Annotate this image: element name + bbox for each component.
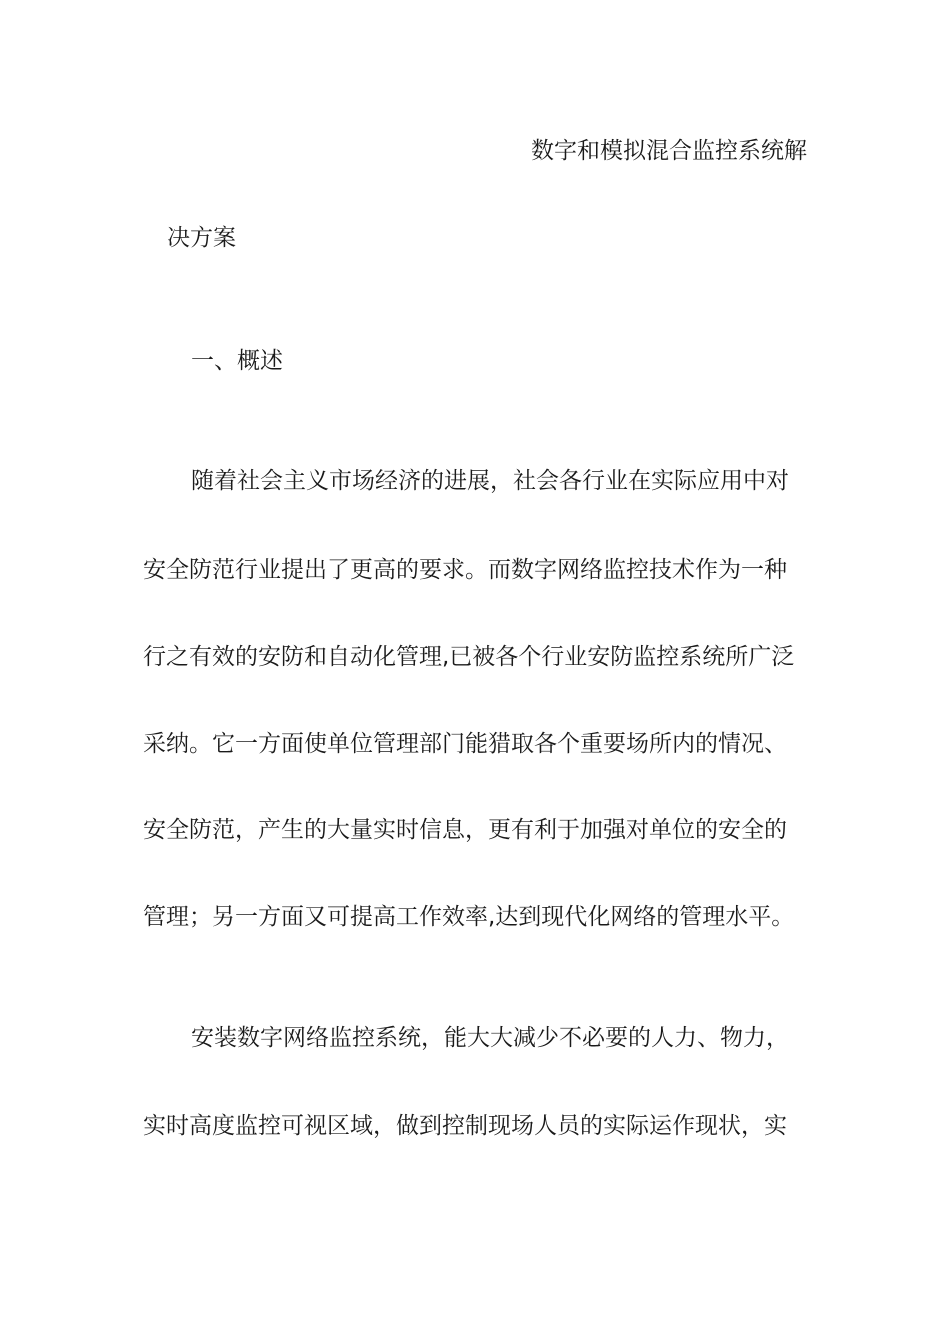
paragraph-1-line-1: 随着社会主义市场经济的进展，社会各行业在实际应用中对 [191, 468, 789, 494]
paragraph-1-line-3: 行之有效的安防和自动化管理,已被各个行业安防监控系统所广泛 [143, 644, 795, 670]
paragraph-1-line-5: 安全防范，产生的大量实时信息，更有利于加强对单位的安全的 [143, 817, 787, 843]
paragraph-1-line-4: 采纳。它一方面使单位管理部门能猎取各个重要场所内的情况、 [143, 731, 787, 757]
paragraph-1-line-2: 安全防范行业提出了更高的要求。而数字网络监控技术作为一种 [143, 557, 787, 583]
paragraph-2-line-1: 安装数字网络监控系统，能大大减少不必要的人力、物力， [191, 1025, 789, 1051]
document-title-line-1: 数字和模拟混合监控系统解 [531, 138, 807, 164]
paragraph-2-line-2: 实时高度监控可视区域，做到控制现场人员的实际运作现状，实 [143, 1113, 787, 1139]
document-title-line-2: 决方案 [167, 225, 236, 251]
section-heading: 一、概述 [191, 348, 283, 374]
paragraph-1-line-6: 管理；另一方面又可提高工作效率,达到现代化网络的管理水平。 [143, 904, 795, 930]
